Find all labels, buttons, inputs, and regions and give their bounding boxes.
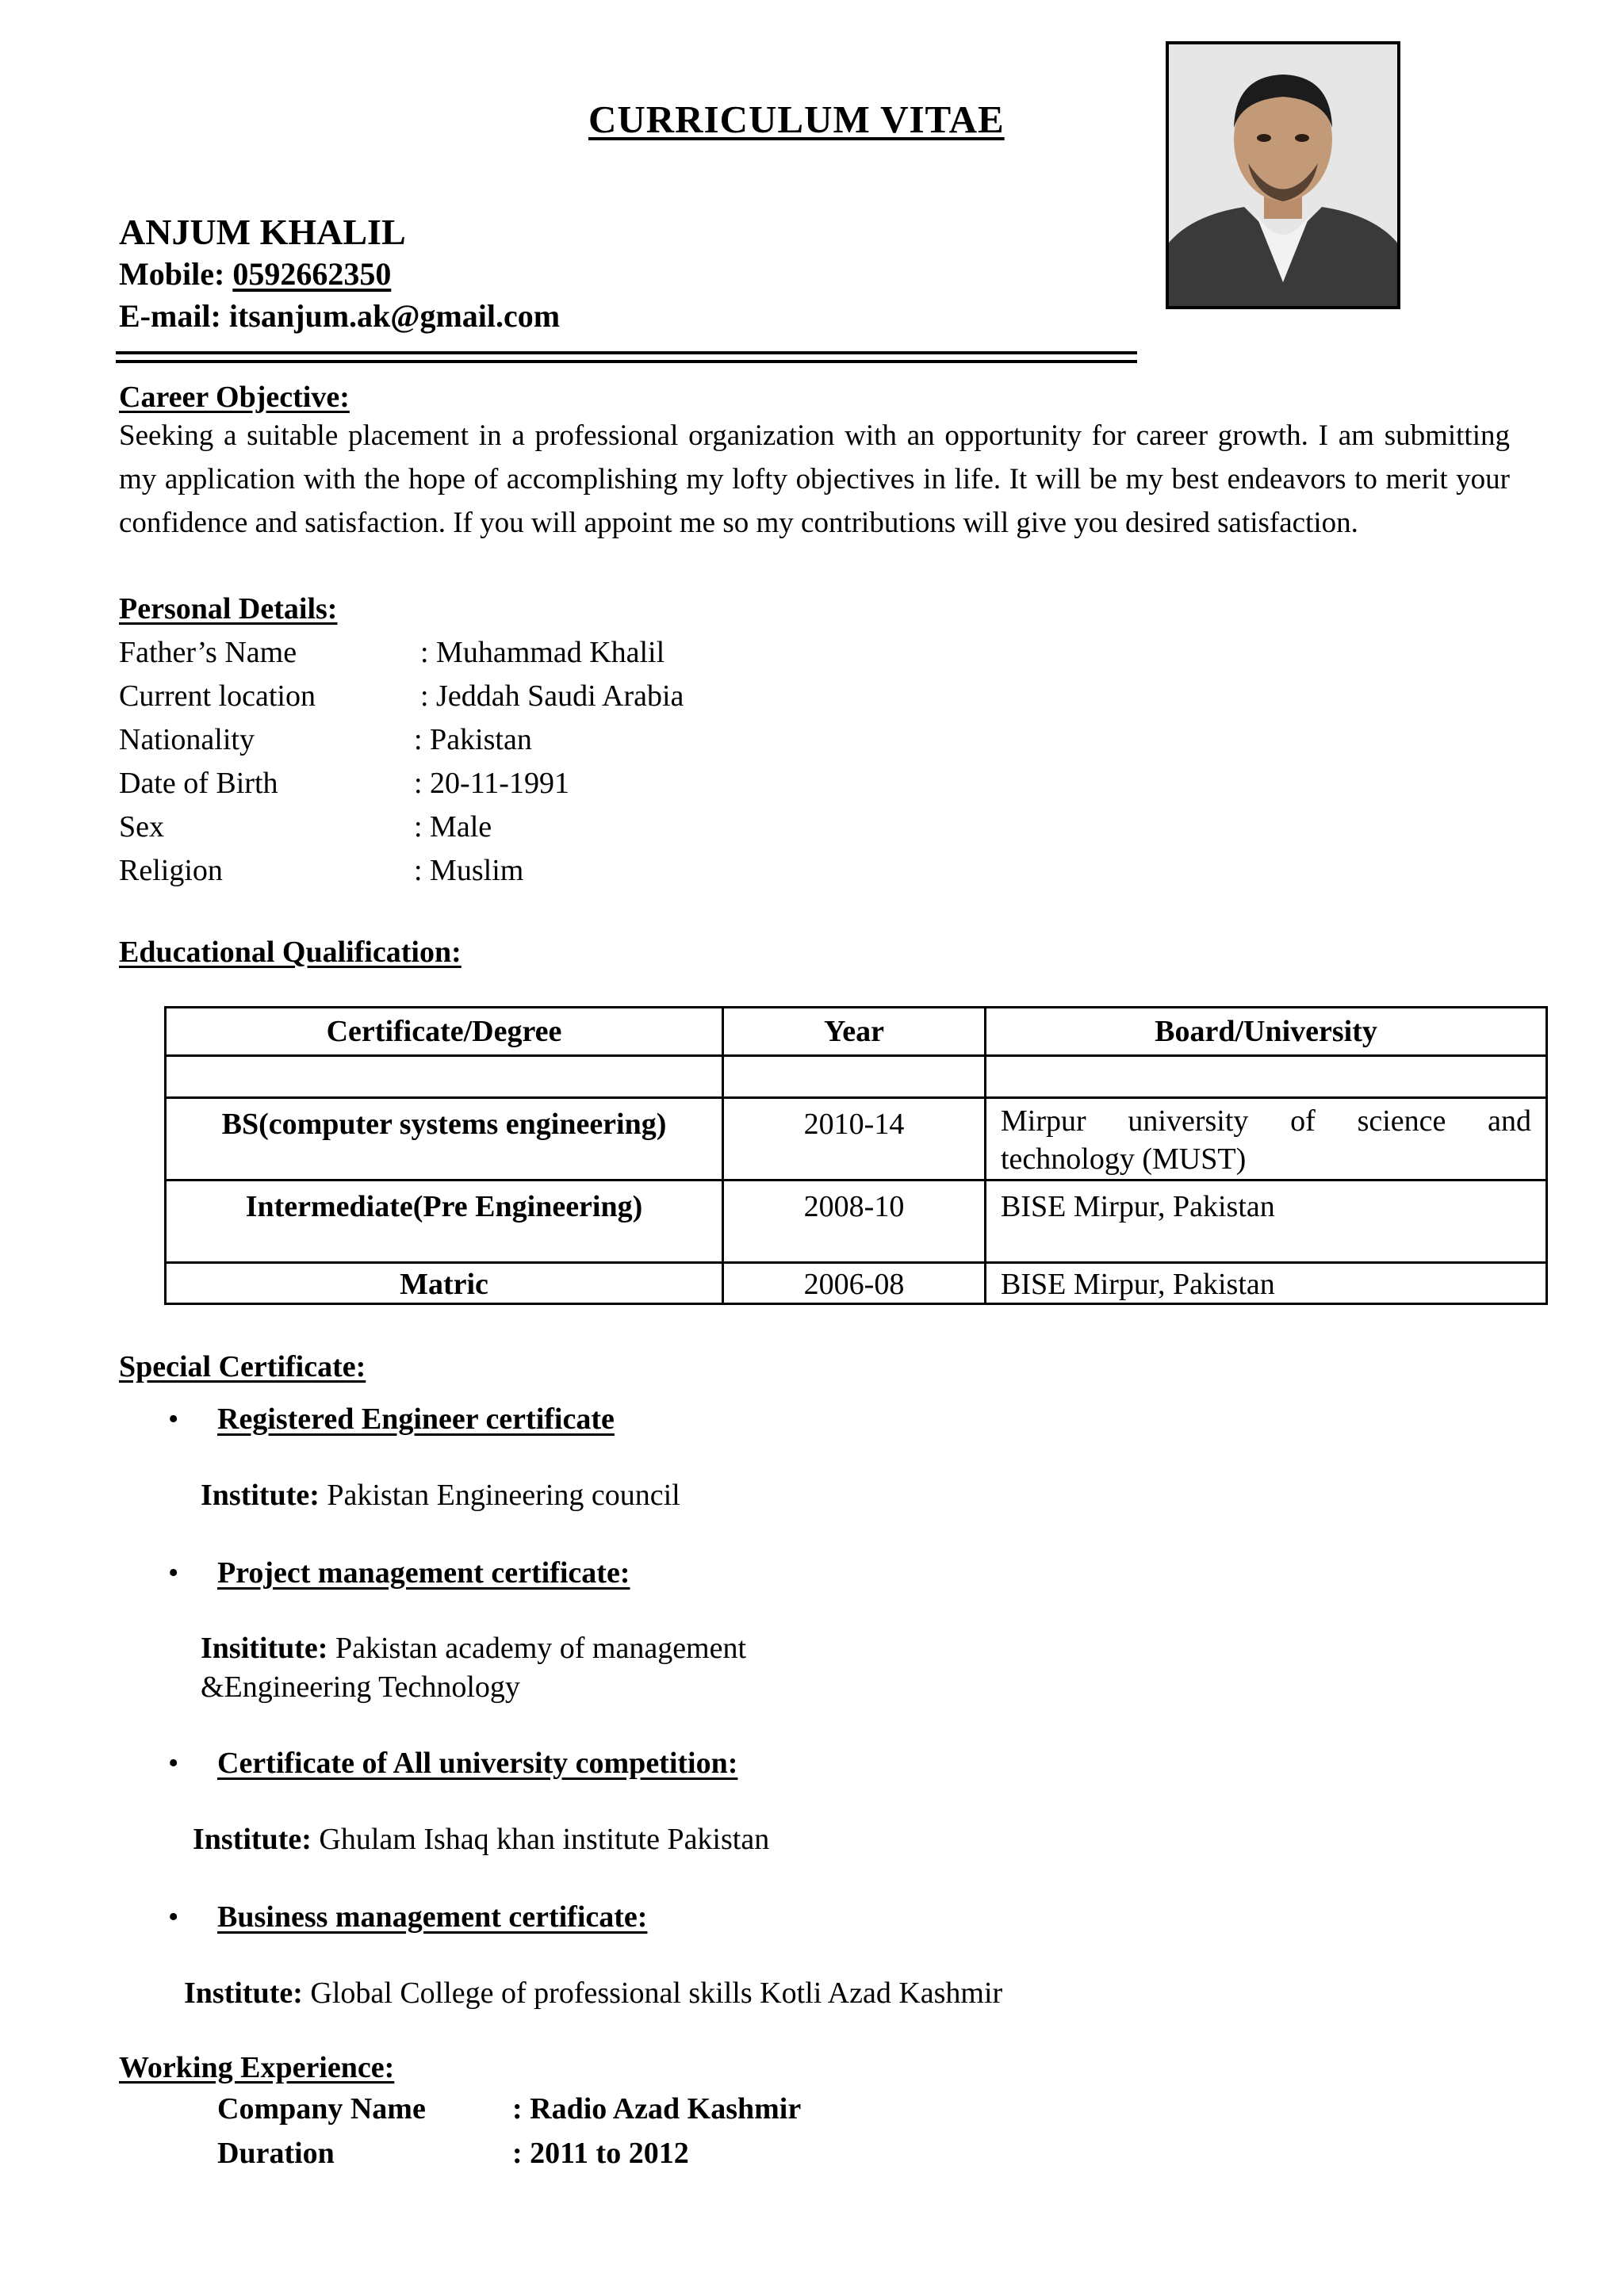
certificate-title: Certificate of All university competition: bbox=[217, 1747, 738, 1780]
bullet-icon: • bbox=[168, 1556, 179, 1590]
work-value-duration: : 2011 to 2012 bbox=[512, 2137, 689, 2170]
personal-value-sex: : Male bbox=[414, 810, 492, 844]
table-header-row bbox=[166, 1008, 1547, 1056]
mobile-line bbox=[119, 255, 391, 293]
table-empty-row bbox=[166, 1056, 1547, 1098]
table-cell bbox=[723, 1056, 986, 1098]
personal-label-father: Father’s Name bbox=[119, 636, 297, 669]
personal-label-sex: Sex bbox=[119, 810, 164, 844]
institute-name-continued: &Engineering Technology bbox=[201, 1670, 520, 1704]
work-label-company: Company Name bbox=[217, 2092, 426, 2126]
institute-label: Institute: bbox=[184, 1976, 303, 2010]
bullet-icon: • bbox=[168, 1900, 179, 1934]
education-table bbox=[164, 1006, 1548, 1305]
personal-label-nationality: Nationality bbox=[119, 723, 255, 756]
institute-label: Insititute: bbox=[201, 1632, 328, 1665]
mobile-number[interactable]: 0592662350 bbox=[232, 256, 392, 292]
bullet-icon: • bbox=[168, 1402, 179, 1436]
candidate-name: ANJUM KHALIL bbox=[119, 212, 406, 252]
column-header-degree: Certificate/Degree bbox=[166, 1008, 723, 1056]
institute-name: Pakistan academy of management bbox=[335, 1632, 747, 1665]
personal-value-father: : Muhammad Khalil bbox=[420, 636, 665, 669]
institute-label: Institute: bbox=[201, 1479, 320, 1512]
email-address[interactable]: itsanjum.ak@gmail.com bbox=[228, 298, 561, 334]
education-heading: Educational Qualification: bbox=[119, 936, 462, 969]
header-divider-top bbox=[116, 351, 1137, 354]
institute-name: Global College of professional skills Kotli Azad Kashmir bbox=[310, 1976, 1003, 2010]
working-experience-heading: Working Experience: bbox=[119, 2051, 395, 2084]
certificate-title: Business management certificate: bbox=[217, 1900, 648, 1934]
institute-line bbox=[193, 1822, 769, 1857]
board-cell: BISE Mirpur, Pakistan bbox=[986, 1181, 1547, 1263]
header-divider-bottom bbox=[116, 360, 1137, 363]
certificate-title: Project management certificate: bbox=[217, 1556, 630, 1590]
person-photo-icon bbox=[1169, 44, 1397, 306]
degree-cell: BS(computer systems engineering) bbox=[166, 1098, 723, 1181]
special-certificate-heading: Special Certificate: bbox=[119, 1350, 366, 1383]
certificate-title: Registered Engineer certificate bbox=[217, 1402, 615, 1436]
personal-label-dob: Date of Birth bbox=[119, 767, 278, 800]
document-title: CURRICULUM VITAE bbox=[588, 98, 1005, 141]
work-label-duration: Duration bbox=[217, 2137, 335, 2170]
personal-value-location: : Jeddah Saudi Arabia bbox=[420, 679, 684, 713]
table-row bbox=[166, 1098, 1547, 1181]
degree-cell: Matric bbox=[166, 1263, 723, 1304]
table-cell bbox=[166, 1056, 723, 1098]
work-value-company: : Radio Azad Kashmir bbox=[512, 2092, 802, 2126]
career-objective-heading: Career Objective: bbox=[119, 381, 350, 414]
column-header-year: Year bbox=[723, 1008, 986, 1056]
email-line bbox=[119, 297, 560, 335]
personal-value-religion: : Muslim bbox=[414, 854, 524, 887]
table-row bbox=[166, 1263, 1547, 1304]
personal-value-nationality: : Pakistan bbox=[414, 723, 532, 756]
column-header-board: Board/University bbox=[986, 1008, 1547, 1056]
institute-line bbox=[184, 1976, 1002, 2011]
institute-line bbox=[201, 1478, 680, 1513]
institute-name: Pakistan Engineering council bbox=[327, 1479, 680, 1512]
career-objective-text: Seeking a suitable placement in a professional organization with an opportunity for career growth. I am submitting my application with the hope of accomplishing my lofty objectives in life. It will be my best endeavors to merit your confidence and satisfaction. If you will appoint me so my contributions will give you desired satisfaction. bbox=[119, 419, 1510, 539]
year-cell: 2006-08 bbox=[723, 1263, 986, 1304]
table-cell bbox=[986, 1056, 1547, 1098]
institute-label: Institute: bbox=[193, 1823, 312, 1856]
degree-cell: Intermediate(Pre Engineering) bbox=[166, 1181, 723, 1263]
bullet-icon: • bbox=[168, 1747, 179, 1780]
board-cell: BISE Mirpur, Pakistan bbox=[986, 1263, 1547, 1304]
personal-value-dob: : 20-11-1991 bbox=[414, 767, 569, 800]
personal-details-heading: Personal Details: bbox=[119, 592, 338, 626]
institute-name: Ghulam Ishaq khan institute Pakistan bbox=[319, 1823, 770, 1856]
personal-label-religion: Religion bbox=[119, 854, 223, 887]
personal-label-location: Current location bbox=[119, 679, 316, 713]
board-cell: Mirpur university of science and technology (MUST) bbox=[986, 1098, 1547, 1181]
profile-photo bbox=[1166, 41, 1400, 309]
year-cell: 2010-14 bbox=[723, 1098, 986, 1181]
institute-line bbox=[201, 1631, 746, 1666]
mobile-label: Mobile: bbox=[119, 256, 225, 292]
email-label: E-mail: bbox=[119, 298, 221, 334]
table-row bbox=[166, 1181, 1547, 1263]
year-cell: 2008-10 bbox=[723, 1181, 986, 1263]
